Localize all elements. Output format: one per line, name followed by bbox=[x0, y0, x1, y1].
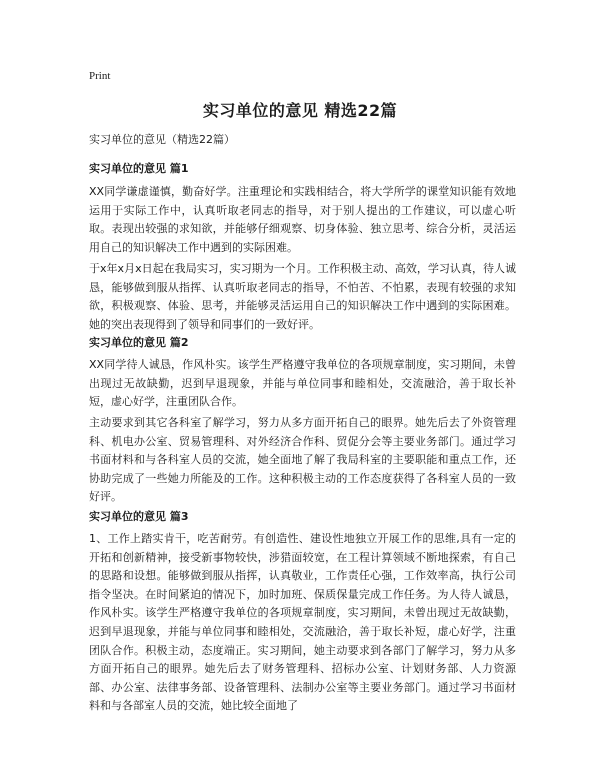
section-heading: 实习单位的意见 篇3 bbox=[89, 510, 189, 523]
paragraph bbox=[89, 260, 516, 334]
paragraph-text: 于x年x月x日起在我局实习，实习期为一个月。工作积极主动、高效，学习认真，待人诚恳，能够做到服从指挥、认真听取老同志的指导，不怕苦、不怕累，表现有较强的求知欲，积极观察、体验、思考，并能够灵活运用自己的知识解决工作中遇到的实际困难。她的突出表现得到了领导和同事们的一致好评。 bbox=[89, 262, 516, 331]
paragraph bbox=[89, 183, 516, 257]
paragraph-text: 主动要求到其它各科室了解学习，努力从多方面开拓自己的眼界。她先后去了外资管理科、机电办公室、贸易管理科、对外经济合作科、贸促分会等主要业务部门。通过学习书面材料和与各科室人员的交流，她全面地了解了我局科室的主要职能和重点工作，还协助完成了一些她力所能及的工作。这种积极主动的工作态度获得了各科室人员的一致好评。 bbox=[89, 416, 516, 504]
paragraph-text: XX同学待人诚恳，作风朴实。该学生严格遵守我单位的各项规章制度，实习期间，未曾出现过无故缺勤，迟到早退现象，并能与单位同事和睦相处，交流融洽，善于取长补短，虚心好学，注重团队合作。 bbox=[89, 358, 516, 409]
paragraph-text: XX同学谦虚谨慎，勤奋好学。注重理论和实践相结合，将大学所学的课堂知识能有效地运用于实际工作中，认真听取老同志的指导，对于别人提出的工作建议，可以虚心听取。表现出较强的求知欲，并能够仔细观察、切身体验、独立思考、综合分析，灵活运用自己的知识解决工作中遇到的实际困难。 bbox=[89, 185, 516, 254]
paragraph bbox=[89, 414, 516, 507]
print-link[interactable]: Print bbox=[89, 70, 111, 82]
paragraph-text: 1、工作上踏实肯干，吃苦耐劳。有创造性、建设性地独立开展工作的思维,具有一定的开拓和创新精神，接受新事物较快，涉猎面较宽，在工程计算领域不断地探索，有自己的思路和设想。能够做到服从指挥，认真敬业，工作责任心强，工作效率高，执行公司指令坚决。在时间紧迫的情况下，加时加班、保质保量完成工作任务。为人待人诚恳，作风朴实。该学生严格遵守我单位的各项规章制度，实习期间，未曾出现过无故缺勤，迟到早退现象，并能与单位同事和睦相处，交流融洽，善于取长补短，虚心好学，注重团队合作。积极主动，态度端正。实习期间，她主动要求到各部门了解学习，努力从多方面开拓自己的眼界。她先后去了财务管理科、招标办公室、计划财务部、人力资源部、办公室、法律事务部、设备管理科、法制办公室等主要业务部门。通过学习书面材料和与各部室人员的交流，她比较全面地了 bbox=[89, 532, 516, 713]
document-title: 实习单位的意见 精选22篇 bbox=[202, 101, 398, 120]
paragraph bbox=[89, 530, 516, 716]
section-heading: 实习单位的意见 篇1 bbox=[89, 162, 189, 175]
document-subtitle: 实习单位的意见（精选22篇） bbox=[89, 133, 235, 146]
section-heading: 实习单位的意见 篇2 bbox=[89, 336, 189, 349]
paragraph bbox=[89, 356, 516, 412]
